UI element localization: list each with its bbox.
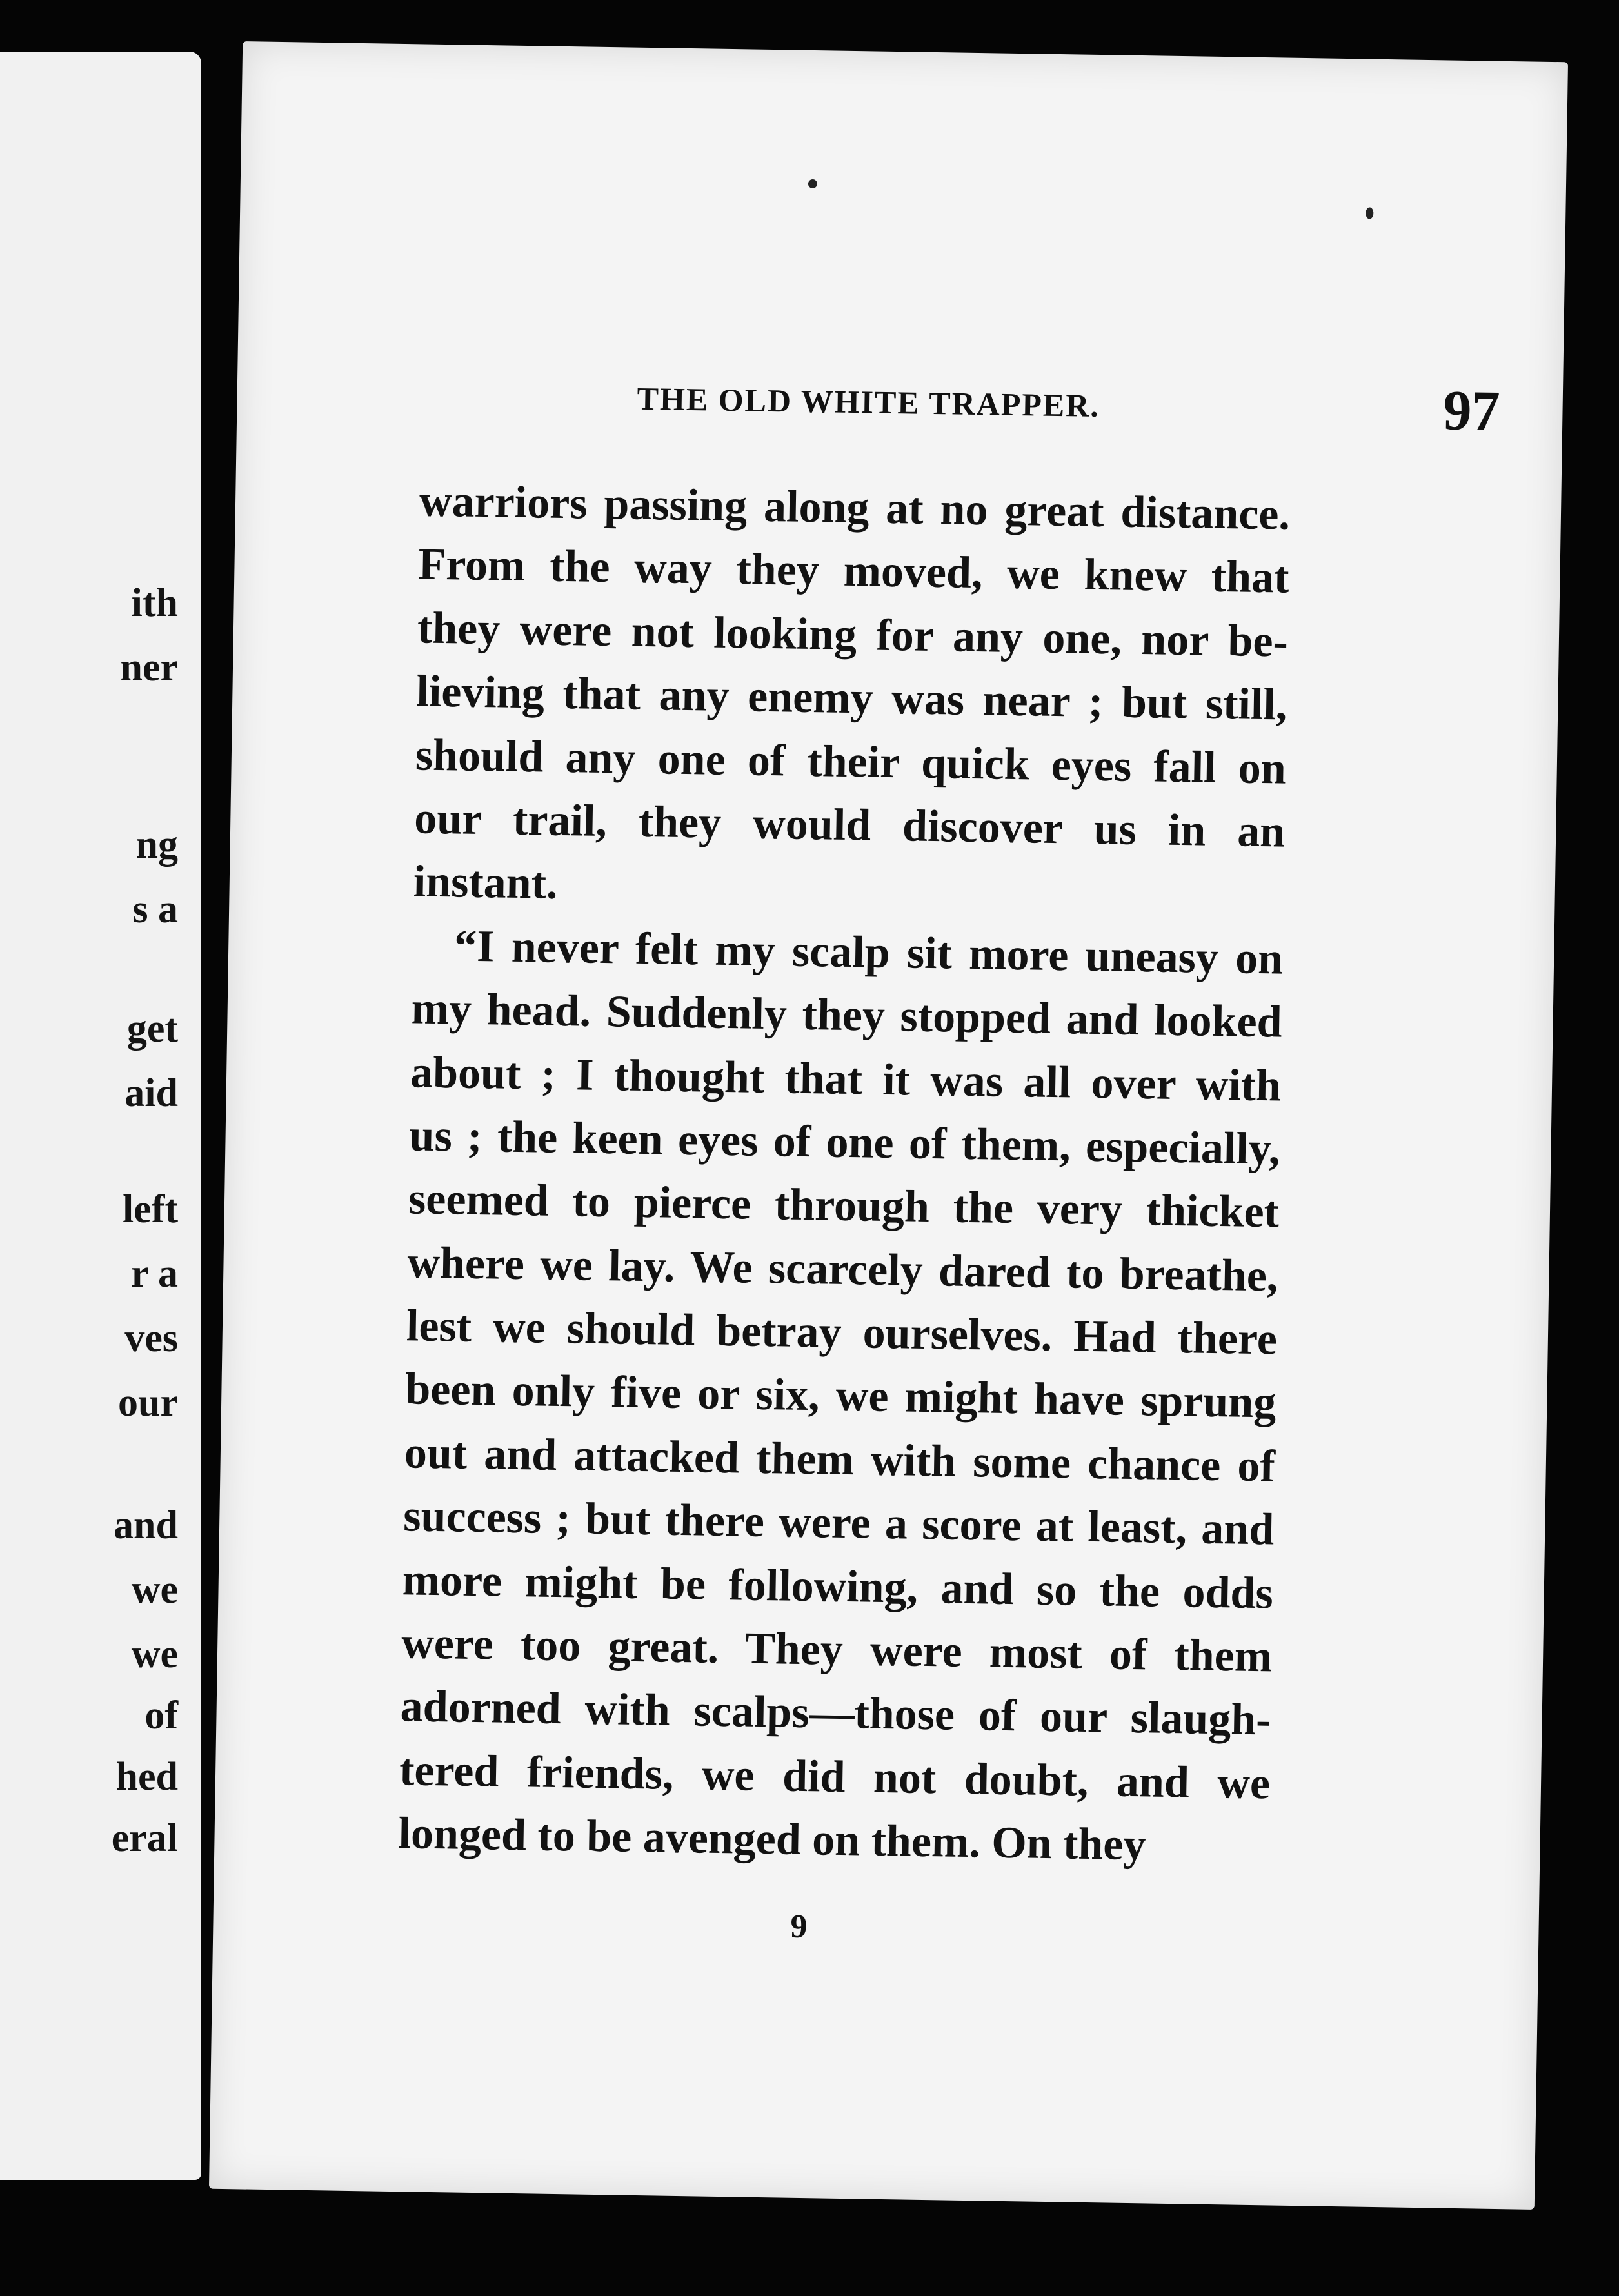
page-number: 97 [1442,379,1501,443]
left-page-fragment: ng [135,823,178,867]
left-page-fragment: we [131,1632,178,1676]
text-line: were too great. They were most of them [401,1618,1273,1682]
text-line: seemed to pierce through the very thicket [408,1174,1280,1238]
text-line: my head. Suddenly they stopped and looked [411,984,1283,1047]
text-line: us ; the keen eyes of one of them, especially, [409,1111,1281,1174]
text-line: they were not looking for any one, nor be- [417,603,1289,667]
left-page-fragment: of [144,1694,178,1737]
left-page-fragment: our [118,1381,178,1425]
text-line: about ; I thought that it was all over with [410,1047,1282,1111]
text-line: out and attacked them with some chance of [404,1428,1276,1492]
text-line: our trail, they would discover us in an [413,793,1286,857]
left-page-fragment: s a [132,887,178,931]
text-line: lest we should betray ourselves. Had there [406,1301,1278,1365]
dust-speck [808,179,817,188]
left-page-fragment: we [131,1568,178,1612]
left-page-fragment: left [122,1187,178,1231]
left-page-fragment: ves [124,1316,178,1360]
signature-mark: 9 [790,1908,808,1946]
text-line: lieving that any enemy was near ; but still, [415,666,1287,730]
left-page-fragment: eral [111,1816,178,1860]
text-line: where we lay. We scarcely dared to breathe, [406,1238,1279,1301]
text-line: success ; but there were a score at least, and [402,1491,1275,1555]
left-page-fragment: r a [131,1252,178,1296]
text-line: adorned with scalps—those of our slaugh- [400,1681,1272,1745]
text-line: been only five or six, we might have sprung [404,1364,1276,1428]
running-head-title: THE OLD WHITE TRAPPER. [637,380,1100,424]
left-page-fragment: get [126,1007,178,1051]
left-page-fragment: aid [124,1071,178,1115]
running-head [637,373,1540,446]
left-page-fragment: hed [115,1755,178,1799]
text-line: more might be following, and so the odds [402,1554,1274,1619]
text-line: instant. [413,856,559,909]
left-page-fragment: and [114,1503,178,1547]
text-line: longed to be avenged on them. On they [398,1808,1147,1870]
text-line: warriors passing along at no great distance. [419,476,1291,540]
dust-speck [1366,207,1373,219]
text-line: should any one of their quick eyes fall on [415,729,1287,794]
previous-page-edge [0,52,201,2180]
text-line: From the way they moved, we knew that [417,539,1290,604]
left-page-fragment: ith [131,581,178,625]
left-page-fragment: ner [120,646,178,689]
book-page [209,41,1568,2210]
text-line: tered friends, we did not doubt, and we [399,1745,1271,1809]
text-line: “I never felt my scalp sit more uneasy on [453,921,1284,984]
body-text [398,470,1291,1879]
